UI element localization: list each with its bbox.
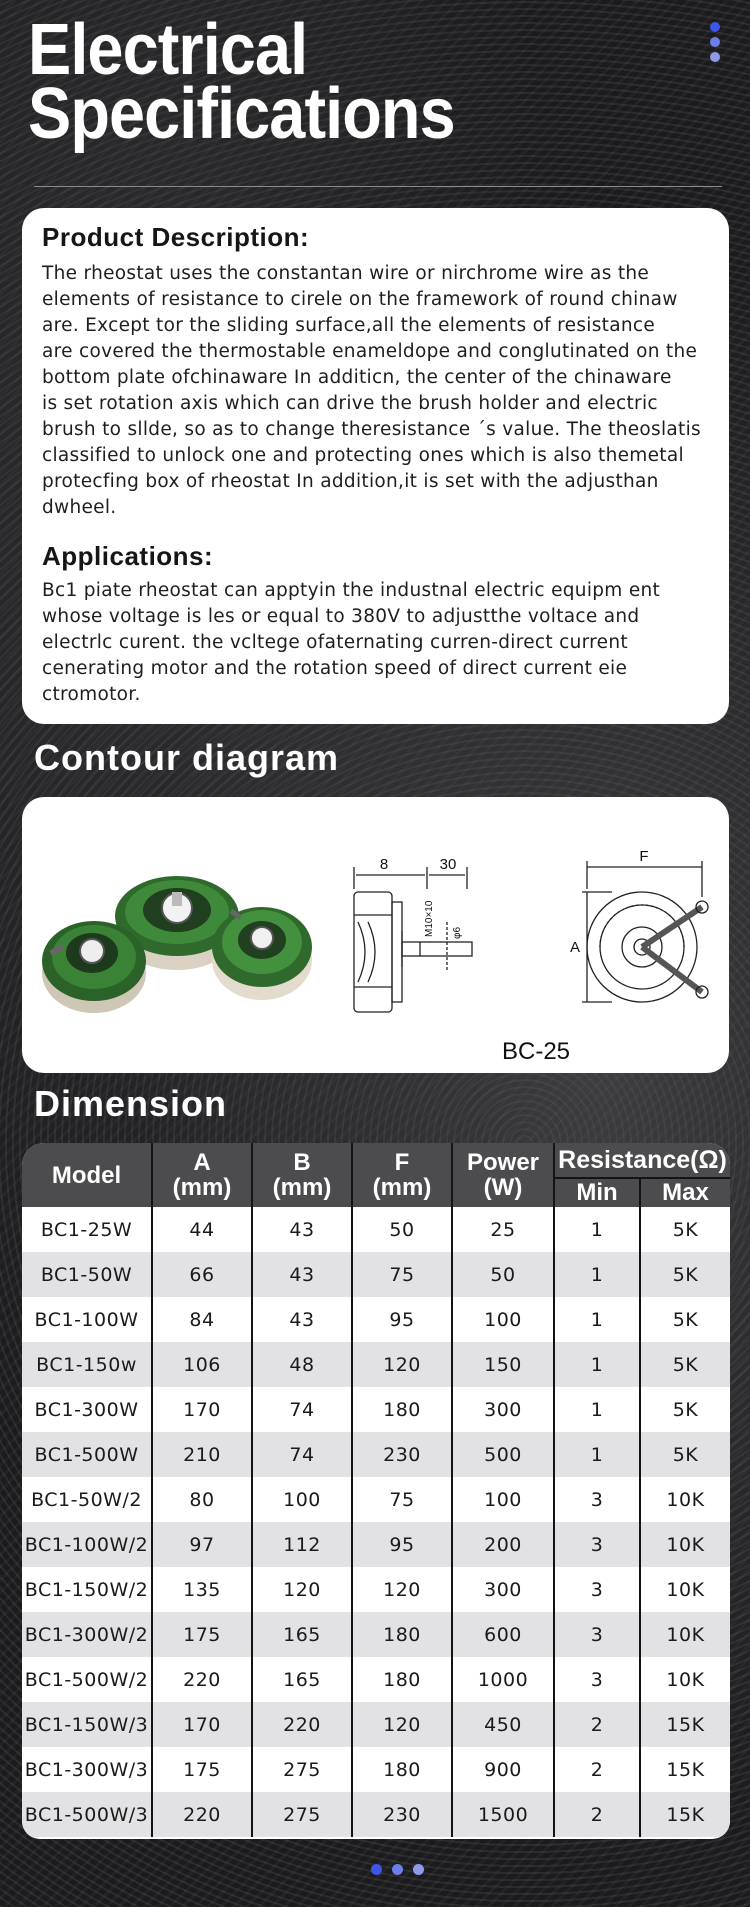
column-header-f: F (mm)	[352, 1143, 452, 1207]
cell-min: 1	[554, 1342, 640, 1387]
dimension-label-phi: φ6	[452, 926, 463, 939]
cell-model: BC1-150W/3	[22, 1702, 152, 1747]
cell-b: 48	[252, 1342, 352, 1387]
rheostat-photo	[42, 876, 312, 1013]
table-row	[22, 1207, 730, 1252]
column-header-power: Power (W)	[452, 1143, 554, 1207]
description-line: elements of resistance to cirele on the framework of round chinaw	[42, 289, 678, 310]
dimension-label-a: A	[569, 939, 581, 956]
indicator-dot	[710, 22, 720, 32]
cell-a: 66	[152, 1252, 252, 1297]
cell-power: 900	[452, 1747, 554, 1792]
cell-b: 165	[252, 1612, 352, 1657]
cell-a: 97	[152, 1522, 252, 1567]
contour-section-title: Contour diagram	[34, 737, 340, 778]
dimension-table-card	[22, 1143, 730, 1839]
cell-max: 5K	[640, 1342, 730, 1387]
cell-max: 15K	[640, 1792, 730, 1837]
cell-f: 120	[352, 1342, 452, 1387]
cell-model: BC1-25W	[22, 1207, 152, 1252]
dimension-label-m10: M10×10	[424, 900, 435, 937]
cell-f: 180	[352, 1747, 452, 1792]
table-row	[22, 1477, 730, 1522]
cell-b: 43	[252, 1297, 352, 1342]
cell-model: BC1-100W	[22, 1297, 152, 1342]
applications-line: whose voltage is les or equal to 380V to adjustthe voltace and	[42, 606, 640, 627]
cell-f: 180	[352, 1387, 452, 1432]
cell-min: 1	[554, 1207, 640, 1252]
cell-a: 135	[152, 1567, 252, 1612]
cell-min: 3	[554, 1477, 640, 1522]
cell-model: BC1-50W/2	[22, 1477, 152, 1522]
cell-max: 5K	[640, 1252, 730, 1297]
page-title	[28, 10, 455, 154]
cell-a: 210	[152, 1432, 252, 1477]
cell-b: 165	[252, 1657, 352, 1702]
dimension-table	[22, 1143, 730, 1837]
column-header-resistance: Resistance(Ω)	[554, 1143, 730, 1178]
cell-b: 43	[252, 1252, 352, 1297]
contour-diagram-card	[22, 797, 729, 1073]
column-header-max: Max	[640, 1178, 730, 1207]
cell-model: BC1-300W/2	[22, 1612, 152, 1657]
cell-a: 80	[152, 1477, 252, 1522]
cell-power: 500	[452, 1432, 554, 1477]
dimension-label-8: 8	[379, 856, 389, 873]
table-row	[22, 1252, 730, 1297]
cell-model: BC1-100W/2	[22, 1522, 152, 1567]
cell-power: 1500	[452, 1792, 554, 1837]
cell-power: 50	[452, 1252, 554, 1297]
cell-a: 44	[152, 1207, 252, 1252]
applications-line: cenerating motor and the rotation speed of direct current eie	[42, 658, 628, 679]
applications-line: Bc1 piate rheostat can apptyin the industnal electric equipm ent	[42, 580, 661, 601]
description-body	[42, 261, 722, 521]
description-line: bottom plate ofchinaware In additicn, the center of the chinaware	[42, 367, 672, 388]
cell-model: BC1-150W/2	[22, 1567, 152, 1612]
cell-a: 106	[152, 1342, 252, 1387]
table-row	[22, 1567, 730, 1612]
cell-max: 10K	[640, 1522, 730, 1567]
cell-min: 3	[554, 1522, 640, 1567]
table-row	[22, 1747, 730, 1792]
cell-b: 74	[252, 1387, 352, 1432]
cell-power: 25	[452, 1207, 554, 1252]
cell-min: 2	[554, 1792, 640, 1837]
description-heading: Product Description:	[42, 222, 310, 252]
cell-max: 5K	[640, 1432, 730, 1477]
indicator-dot	[413, 1864, 424, 1875]
cell-max: 10K	[640, 1657, 730, 1702]
cell-power: 100	[452, 1297, 554, 1342]
cell-b: 275	[252, 1747, 352, 1792]
cell-model: BC1-300W	[22, 1387, 152, 1432]
cell-min: 1	[554, 1297, 640, 1342]
cell-f: 50	[352, 1207, 452, 1252]
description-card	[22, 208, 729, 724]
cell-max: 10K	[640, 1567, 730, 1612]
table-row	[22, 1612, 730, 1657]
cell-min: 3	[554, 1612, 640, 1657]
column-header-b: B (mm)	[252, 1143, 352, 1207]
cell-f: 230	[352, 1432, 452, 1477]
model-label: BC-25	[502, 1038, 571, 1065]
table-row	[22, 1702, 730, 1747]
cell-min: 3	[554, 1567, 640, 1612]
cell-min: 1	[554, 1252, 640, 1297]
cell-min: 1	[554, 1432, 640, 1477]
cell-min: 2	[554, 1702, 640, 1747]
bottom-page-indicator	[371, 1860, 429, 1879]
cell-power: 150	[452, 1342, 554, 1387]
description-line: The rheostat uses the constantan wire or nirchrome wire as the	[42, 263, 650, 284]
cell-f: 75	[352, 1252, 452, 1297]
cell-min: 2	[554, 1747, 640, 1792]
cell-min: 3	[554, 1657, 640, 1702]
cell-model: BC1-300W/3	[22, 1747, 152, 1792]
description-line: are covered the thermostable enameldope and conglutinated on the	[42, 341, 698, 362]
cell-a: 170	[152, 1387, 252, 1432]
cell-b: 220	[252, 1702, 352, 1747]
table-row	[22, 1432, 730, 1477]
description-line: is set rotation axis which can drive the brush holder and electric	[42, 393, 658, 414]
cell-b: 43	[252, 1207, 352, 1252]
description-line: are. Except tor the sliding surface,all the elements of resistance	[42, 315, 656, 336]
column-header-model: Model	[22, 1143, 152, 1207]
table-row	[22, 1657, 730, 1702]
header-divider	[34, 186, 722, 187]
cell-max: 15K	[640, 1702, 730, 1747]
table-row	[22, 1522, 730, 1567]
description-line: brush to sllde, so as to change theresistance ´s value. The theoslatis	[42, 419, 701, 440]
cell-model: BC1-500W/3	[22, 1792, 152, 1837]
description-line: protecfing box of rheostat In addition,it is set with the adjusthan	[42, 471, 659, 492]
cell-model: BC1-50W	[22, 1252, 152, 1297]
dimension-label-f: F	[639, 848, 649, 865]
table-row	[22, 1297, 730, 1342]
indicator-dot	[710, 52, 720, 62]
front-view-drawing	[582, 861, 712, 1002]
table-row	[22, 1792, 730, 1837]
cell-f: 95	[352, 1522, 452, 1567]
cell-min: 1	[554, 1387, 640, 1432]
cell-b: 120	[252, 1567, 352, 1612]
description-line: dwheel.	[42, 497, 117, 518]
cell-f: 120	[352, 1567, 452, 1612]
cell-b: 112	[252, 1522, 352, 1567]
cell-b: 74	[252, 1432, 352, 1477]
cell-power: 200	[452, 1522, 554, 1567]
cell-model: BC1-150w	[22, 1342, 152, 1387]
applications-line: electrlc curent. the vcltege ofaternating curren-direct current	[42, 632, 628, 653]
cell-model: BC1-500W/2	[22, 1657, 152, 1702]
indicator-dot	[392, 1864, 403, 1875]
cell-power: 300	[452, 1387, 554, 1432]
description-line: classified to unlock one and protecting ones which is also themetal	[42, 445, 684, 466]
table-row	[22, 1342, 730, 1387]
column-header-a: A (mm)	[152, 1143, 252, 1207]
cell-a: 84	[152, 1297, 252, 1342]
cell-max: 15K	[640, 1747, 730, 1792]
cell-b: 100	[252, 1477, 352, 1522]
cell-max: 5K	[640, 1207, 730, 1252]
cell-f: 75	[352, 1477, 452, 1522]
dimension-section-title: Dimension	[34, 1083, 228, 1124]
table-row	[22, 1387, 730, 1432]
indicator-dot	[371, 1864, 382, 1875]
cell-power: 300	[452, 1567, 554, 1612]
dimension-table-body	[22, 1207, 730, 1837]
page-title-line-1: Electrical	[28, 10, 308, 90]
cell-a: 175	[152, 1612, 252, 1657]
cell-a: 220	[152, 1792, 252, 1837]
cell-max: 10K	[640, 1477, 730, 1522]
cell-f: 120	[352, 1702, 452, 1747]
indicator-dot	[710, 37, 720, 47]
page-title-line-2: Specifications	[28, 74, 455, 154]
page-indicator-dots	[710, 22, 720, 67]
cell-f: 180	[352, 1657, 452, 1702]
cell-power: 100	[452, 1477, 554, 1522]
cell-a: 175	[152, 1747, 252, 1792]
cell-max: 5K	[640, 1297, 730, 1342]
cell-power: 600	[452, 1612, 554, 1657]
cell-f: 180	[352, 1612, 452, 1657]
cell-a: 170	[152, 1702, 252, 1747]
cell-b: 275	[252, 1792, 352, 1837]
cell-f: 95	[352, 1297, 452, 1342]
applications-line: ctromotor.	[42, 684, 141, 705]
applications-body	[42, 578, 722, 708]
dimension-label-30: 30	[439, 856, 457, 873]
cell-max: 10K	[640, 1612, 730, 1657]
cell-power: 450	[452, 1702, 554, 1747]
cell-power: 1000	[452, 1657, 554, 1702]
cell-f: 230	[352, 1792, 452, 1837]
cell-model: BC1-500W	[22, 1432, 152, 1477]
cell-max: 5K	[640, 1387, 730, 1432]
cell-a: 220	[152, 1657, 252, 1702]
applications-heading: Applications:	[42, 541, 214, 571]
column-header-min: Min	[554, 1178, 640, 1207]
contour-diagram	[22, 797, 729, 1073]
